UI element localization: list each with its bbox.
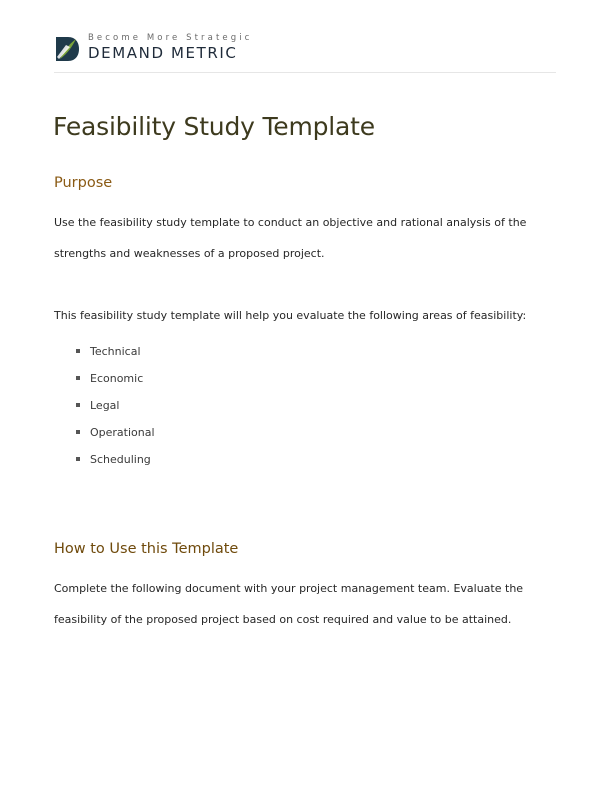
purpose-heading: Purpose <box>54 175 113 191</box>
header-divider <box>54 72 556 73</box>
list-item-label: Scheduling <box>90 453 151 466</box>
feasibility-areas-intro: This feasibility study template will help you evaluate the following areas of feasibility: <box>54 309 527 322</box>
list-item-label: Economic <box>90 372 144 385</box>
how-to-paragraph-line-1: Complete the following document with your project management team. Evaluate the <box>54 582 524 595</box>
document-title: Feasibility Study Template <box>53 112 375 141</box>
how-to-use-heading: How to Use this Template <box>54 541 239 557</box>
bullet-marker-icon <box>76 349 80 353</box>
bullet-marker-icon <box>76 457 80 461</box>
bullet-marker-icon <box>76 403 80 407</box>
purpose-paragraph-line-1: Use the feasibility study template to conduct an objective and rational analysis of the <box>54 216 527 229</box>
bullet-marker-icon <box>76 430 80 434</box>
bullet-marker-icon <box>76 376 80 380</box>
logo-tagline: Become More Strategic <box>88 33 253 43</box>
demand-metric-logo <box>54 33 294 65</box>
how-to-paragraph-line-2: feasibility of the proposed project based on cost required and value to be attained. <box>54 613 512 626</box>
list-item-label: Operational <box>90 426 155 439</box>
list-item-label: Technical <box>90 345 141 358</box>
demand-metric-logo-icon <box>54 35 80 63</box>
logo-brand-name: DEMAND METRIC <box>88 44 238 62</box>
list-item-label: Legal <box>90 399 120 412</box>
purpose-paragraph-line-2: strengths and weaknesses of a proposed project. <box>54 247 325 260</box>
